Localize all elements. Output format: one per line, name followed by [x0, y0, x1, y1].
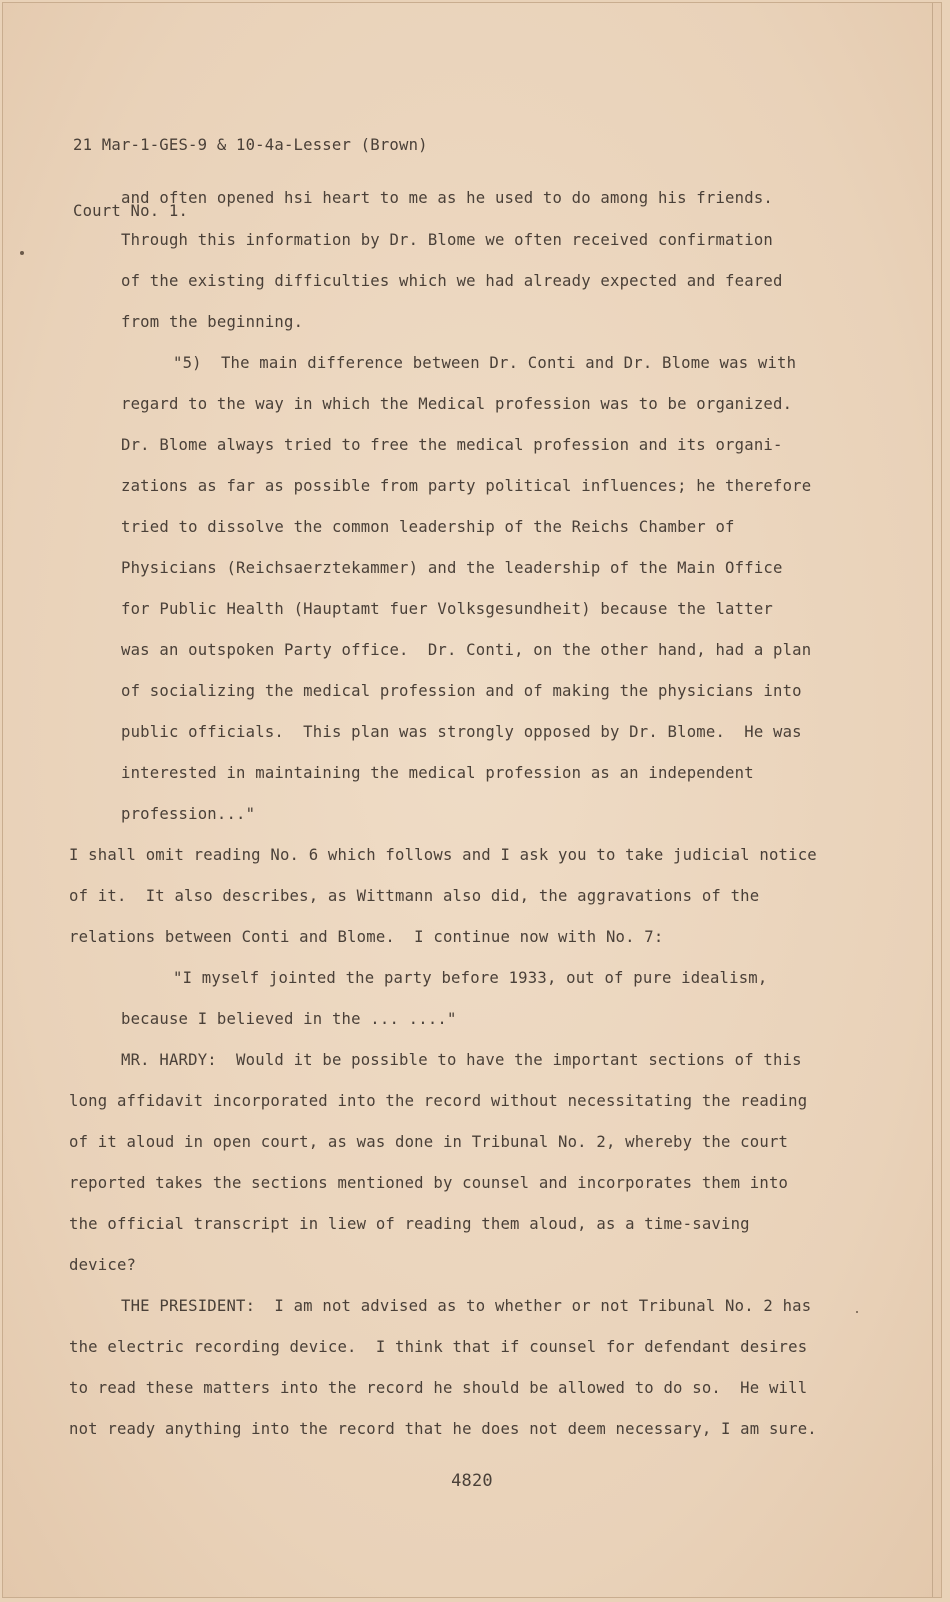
text-line: THE PRESIDENT: I am not advised as to whether or not Tribunal No. 2 has	[121, 1297, 812, 1315]
document-page	[2, 2, 942, 1598]
text-line: tried to dissolve the common leadership of the Reichs Chamber of	[121, 518, 735, 536]
page-number: 4820	[451, 1471, 493, 1491]
text-line: was an outspoken Party office. Dr. Conti, on the other hand, had a plan	[121, 641, 812, 659]
text-line: for Public Health (Hauptamt fuer Volksgesundheit) because the latter	[121, 600, 773, 618]
text-line: and often opened hsi heart to me as he used to do among his friends.	[121, 189, 773, 207]
text-line: zations as far as possible from party political influences; he therefore	[121, 477, 812, 495]
text-line: MR. HARDY: Would it be possible to have the important sections of this	[121, 1051, 802, 1069]
text-line: "5) The main difference between Dr. Conti and Dr. Blome was with	[173, 354, 797, 372]
text-line: interested in maintaining the medical profession as an independent	[121, 764, 754, 782]
paper-speck	[856, 1311, 858, 1313]
text-line: of it. It also describes, as Wittmann also did, the aggravations of the	[69, 887, 760, 905]
text-line: of the existing difficulties which we had already expected and feared	[121, 272, 783, 290]
text-line: relations between Conti and Blome. I continue now with No. 7:	[69, 928, 664, 946]
text-line: profession..."	[121, 805, 256, 823]
text-line: device?	[69, 1256, 137, 1274]
text-line: Through this information by Dr. Blome we often received confirmation	[121, 231, 773, 249]
text-line: Dr. Blome always tried to free the medical profession and its organi-	[121, 436, 783, 454]
text-line: the official transcript in liew of reading them aloud, as a time-saving	[69, 1215, 750, 1233]
header-line-1: 21 Mar-1-GES-9 & 10-4a-Lesser (Brown)	[73, 136, 428, 154]
text-line: from the beginning.	[121, 313, 304, 331]
paper-speck	[20, 251, 24, 255]
text-line: of it aloud in open court, as was done in Tribunal No. 2, whereby the court	[69, 1133, 789, 1151]
text-line: Physicians (Reichsaerztekammer) and the leadership of the Main Office	[121, 559, 783, 577]
text-line: long affidavit incorporated into the record without necessitating the reading	[69, 1092, 808, 1110]
header-line-2: Court No. 1.	[73, 202, 189, 220]
page-edge	[932, 3, 933, 1597]
text-line: of socializing the medical profession and of making the physicians into	[121, 682, 802, 700]
text-line: because I believed in the ... ...."	[121, 1010, 457, 1028]
text-line: public officials. This plan was strongly opposed by Dr. Blome. He was	[121, 723, 802, 741]
text-line: reported takes the sections mentioned by counsel and incorporates them into	[69, 1174, 789, 1192]
text-line: I shall omit reading No. 6 which follows and I ask you to take judicial notice	[69, 846, 817, 864]
text-line: "I myself jointed the party before 1933, out of pure idealism,	[173, 969, 768, 987]
text-line: not ready anything into the record that he does not deem necessary, I am sure.	[69, 1420, 817, 1438]
text-line: to read these matters into the record he should be allowed to do so. He will	[69, 1379, 808, 1397]
text-line: regard to the way in which the Medical profession was to be organized.	[121, 395, 793, 413]
text-line: the electric recording device. I think that if counsel for defendant desires	[69, 1338, 808, 1356]
